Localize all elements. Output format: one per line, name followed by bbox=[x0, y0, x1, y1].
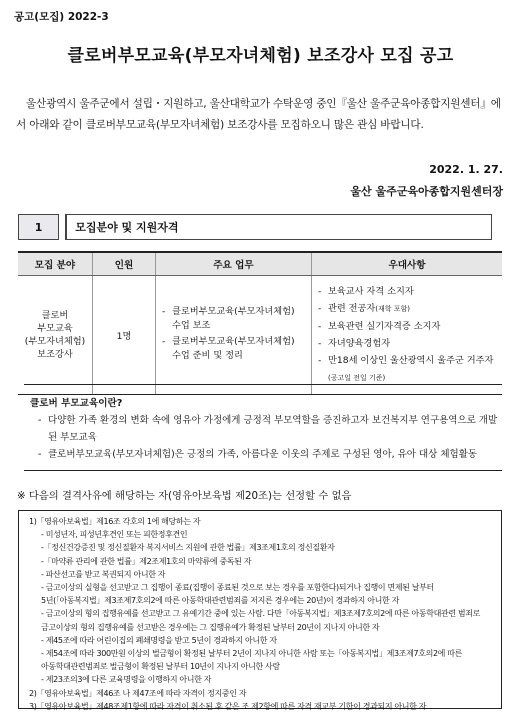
list-item bbox=[162, 305, 310, 333]
duty-line: 수업 보조 bbox=[172, 320, 211, 331]
disqualification-line: 금고이상의 형의 집행유예를 선고받은 경우에는 그 집행유예가 확정된 날부터 20년이 지나지 아니한 자 bbox=[41, 622, 380, 632]
disqualification-line: 5년(「아동복지법」제3조제7호의2에 따른 아동학대관련범죄를 저지른 경우에는 20년)이 경과하지 아니한 자 bbox=[41, 596, 399, 606]
column-header-field: 모집 분야 bbox=[18, 252, 93, 276]
issuing-organization: 울산 울주군육아종합지원센터장 bbox=[350, 185, 503, 198]
list-item bbox=[318, 300, 501, 318]
section-header bbox=[18, 214, 492, 240]
table-row bbox=[18, 276, 502, 395]
cell-field bbox=[18, 276, 93, 395]
page-title: 클로버부모교육(부모자녀체험) 보조강사 모집 공고 bbox=[67, 46, 454, 66]
column-header-count: 인원 bbox=[93, 252, 156, 276]
field-line: 부모교육 bbox=[37, 323, 73, 334]
clover-list bbox=[24, 412, 502, 463]
intro-paragraph: 울산광역시 울주군에서 설립・지원하고, 울산대학교가 수탁운영 중인『울산 울주군육아종합지원센터』에서 아래와 같이 클로버부모교육(부모자녀체험) 보조강사를 모집하오니 많은 관심 바랍니다. bbox=[16, 98, 501, 131]
clover-heading: 클로버 부모교육이란? bbox=[30, 398, 123, 409]
disqualification-line: - 제23조의3에 다른 교육명령을 이행하지 아니한 자 bbox=[41, 675, 212, 685]
duty-line: 수업 준비 및 정리 bbox=[172, 350, 243, 361]
section-title: 모집분야 및 지원자격 bbox=[65, 214, 492, 240]
preference-note: (공고일 전일 기준) bbox=[328, 374, 386, 382]
disqualification-note: ※ 다음의 결격사유에 해당하는 자(영유아보육법 제20조)는 선정할 수 없음 bbox=[17, 490, 352, 502]
disqualification-line: 아동학대관련범죄로 벌금형이 확정된 날부터 10년이 지나지 아니한 사람 bbox=[41, 662, 280, 672]
list-item bbox=[318, 318, 501, 335]
duty-line: - 클로버부모교육(부모자녀체험) bbox=[172, 336, 295, 347]
recruitment-table bbox=[18, 251, 502, 395]
cell-duties bbox=[156, 276, 312, 395]
preference-list bbox=[318, 283, 501, 387]
field-line: (부모자녀체험) bbox=[24, 336, 86, 347]
duty-line: - 클로버부모교육(부모자녀체험) bbox=[172, 306, 295, 317]
disqualification-line: 1)「영유아보육법」제16조 각호의 1에 해당하는 자 bbox=[29, 517, 201, 526]
field-line: 클로버 bbox=[41, 310, 69, 321]
cell-preferences bbox=[312, 276, 503, 395]
list-item: - 다양한 가족 환경의 변화 속에 영유아 가정에게 긍정적 부모역할을 증진하고자 보건복지부 연구용역으로 개발된 부모교육 bbox=[38, 412, 502, 446]
duty-list bbox=[162, 305, 310, 363]
notice-date: 2022. 1. 27. bbox=[429, 163, 503, 176]
column-header-preferences: 우대사항 bbox=[312, 252, 503, 276]
list-item bbox=[318, 335, 501, 352]
section-number: 1 bbox=[18, 214, 59, 240]
preference-text: 만18세 이상인 울산광역시 울주군 거주자 bbox=[328, 355, 494, 366]
disqualification-line: - 금고이상의 형의 집행유예를 선고받고 그 유예기간 중에 있는 사람. 다만「아동복지법」제3조제7호의2에 따른 아동학대관련 범죄로 bbox=[41, 609, 481, 619]
cell-count: 1명 bbox=[93, 276, 156, 395]
disqualification-line: -「마약류 관리에 관한 법률」제2조제1호의 마약류에 중독된 자 bbox=[41, 556, 252, 566]
list-item bbox=[162, 335, 310, 363]
preference-text: 자녀양육경험자 bbox=[328, 338, 391, 349]
table-header-row bbox=[18, 252, 502, 276]
disqualification-line: 2)「영유아보육법」제46조 나 제47조에 따라 자격이 정지중인 자 bbox=[29, 688, 247, 698]
disqualification-box bbox=[18, 510, 502, 709]
notice-reference-number: 공고(모집) 2022-3 bbox=[14, 11, 109, 23]
preference-text: 보육관련 실기자격증 소지자 bbox=[328, 321, 441, 332]
preference-note: (재학 포함) bbox=[375, 305, 411, 313]
list-item: - 클로버부모교육(부모자녀체험)은 긍정의 가족, 아름다운 이웃의 주제로 구성된 영아, 유아 대상 체험활동 bbox=[38, 446, 502, 463]
column-header-duties: 주요 업무 bbox=[156, 252, 312, 276]
disqualification-line: -「정신건강증진 및 정신질환자 복지서비스 지원에 관한 법률」제3조제1호의 정신질환자 bbox=[41, 543, 335, 553]
clover-info-box bbox=[24, 384, 502, 471]
field-line: 보조강사 bbox=[37, 349, 73, 360]
list-item bbox=[318, 352, 501, 387]
preference-text: 관련 전공자 bbox=[328, 303, 376, 314]
preference-text: 보육교사 자격 소지자 bbox=[328, 286, 414, 297]
disqualification-line: 3)「영유아보육법」제48조제1항에 따라 자격이 취소된 후 같은 조 제2항에 따른 자격 재교부 기한이 경과되지 아니한 자 bbox=[29, 701, 427, 711]
disqualification-line: - 미성년자, 피성년후견인 또는 피한정후견인 bbox=[41, 530, 188, 540]
list-item bbox=[318, 283, 501, 300]
disqualification-line: - 제45조에 따라 어린이집의 폐쇄명령을 받고 5년이 경과하지 아니한 자 bbox=[41, 635, 277, 645]
disqualification-line: - 파산선고를 받고 복권되지 아니한 자 bbox=[41, 569, 166, 579]
disqualification-line: - 제54조에 따라 300만원 이상의 벌금형이 확정된 날부터 2년이 지나지 아니한 사람 또는「아동복지법」제3조제7호의2에 따른 bbox=[41, 649, 463, 659]
disqualification-line: - 금고이상의 실형을 선고받고 그 집행이 종료(집행이 종료된 것으로 보는 경우를 포함한다)되거나 집행이 면제된 날부터 bbox=[41, 583, 434, 593]
